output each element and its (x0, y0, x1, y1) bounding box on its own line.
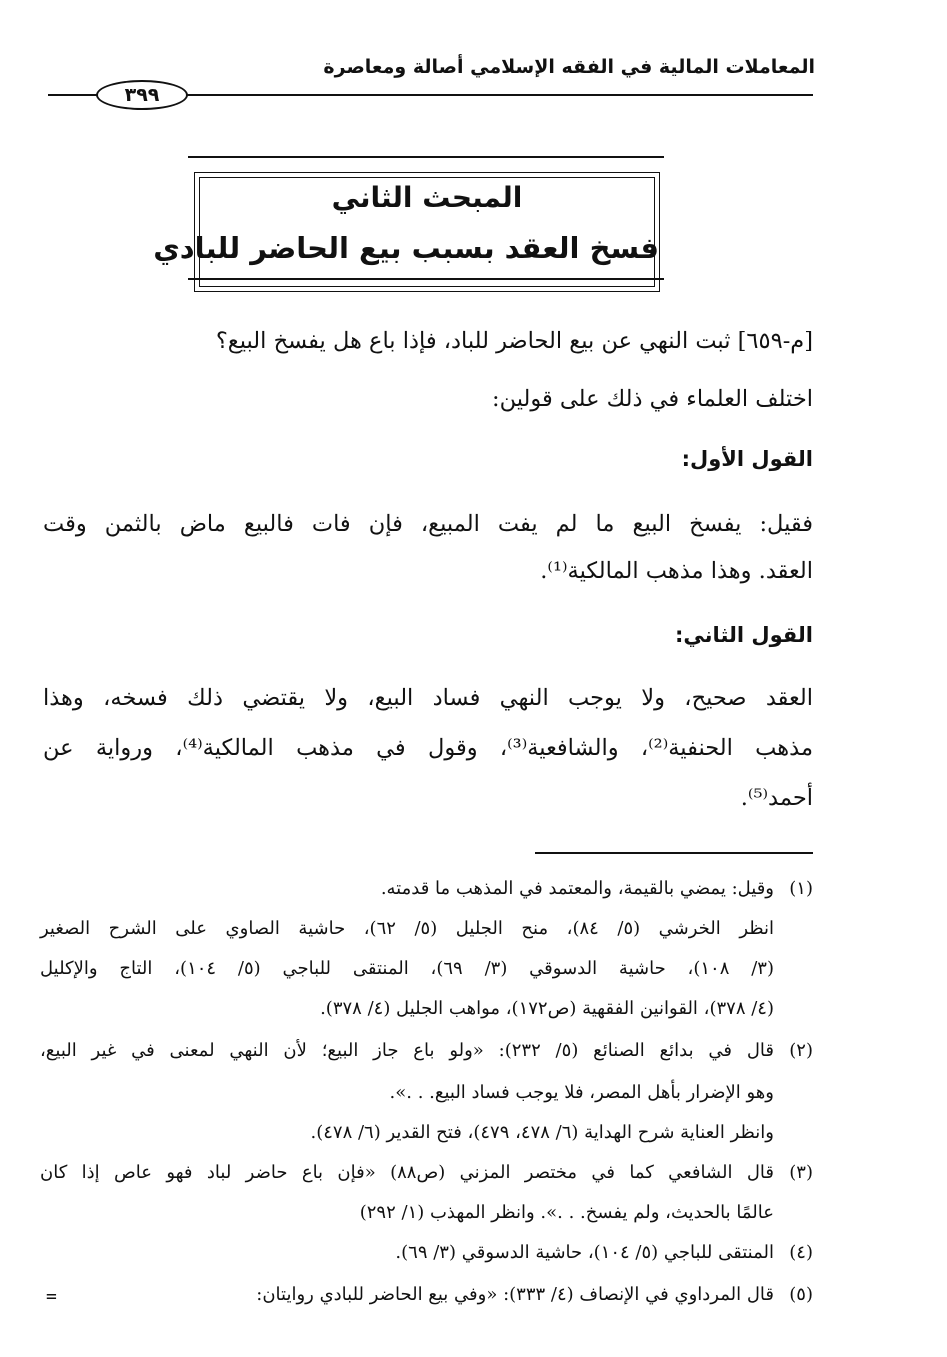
first-opinion-heading: القول الأول: (681, 447, 813, 471)
continuation-mark: = (46, 1286, 57, 1307)
footnote-number: (١) (789, 878, 813, 899)
intro-paragraph: اختلف العلماء في ذلك على قولين: (491, 386, 813, 412)
footnote-number: (٤) (789, 1242, 813, 1263)
footnote-line: قال في بدائع الصنائع (٥/ ٢٣٢): «ولو باع جاز البيع؛ لأن النهي لمعنى في غير البيع، (40, 1040, 775, 1061)
footnote-line: (٤/ ٣٧٨)، القوانين الفقهية (ص١٧٢)، مواهب الجليل (٤/ ٣٧٨). (320, 998, 774, 1019)
second-opinion-line-2: مذهب الحنفية⁽²⁾، والشافعية⁽³⁾، وقول في مذهب المالكية⁽⁴⁾، ورواية عن (43, 735, 813, 761)
footnote-line: المنتقى للباجي (٥/ ١٠٤)، حاشية الدسوقي (٣/ ٦٩). (395, 1242, 774, 1263)
second-opinion-line-3: أحمد⁽⁵⁾. (740, 785, 813, 811)
second-opinion-heading: القول الثاني: (675, 623, 813, 647)
second-opinion-line-1: العقد صحيح، ولا يوجب النهي فساد البيع، ولا يقتضي ذلك فسخه، وهذا (43, 685, 813, 711)
first-opinion-line-1: فقيل: يفسخ البيع ما لم يفت المبيع، فإن فات فالبيع ماض بالثمن وقت (43, 511, 813, 537)
footnote-line: قال الشافعي كما في مختصر المزني (ص٨٨) «فإن باع حاضر لباد فهو عاص إذا كان (40, 1162, 774, 1183)
footnote-separator (535, 852, 813, 854)
footnote-line: وانظر العناية شرح الهداية (٦/ ٤٧٨، ٤٧٩)، فتح القدير (٦/ ٤٧٨). (310, 1122, 774, 1143)
section-title: المبحث الثاني (331, 181, 523, 214)
footnote-line: (٣/ ١٠٨)، حاشية الدسوقي (٣/ ٦٩)، المنتقى للباجي (٥/ ١٠٤)، التاج والإكليل (40, 958, 774, 979)
section-subtitle: فسخ العقد بسبب بيع الحاضر للبادي (153, 231, 659, 265)
footnote-line: انظر الخرشي (٥/ ٨٤)، منح الجليل (٥/ ٦٢)، حاشية الصاوي على الشرح الصغير (40, 918, 775, 939)
footnote-number: (٢) (789, 1040, 813, 1061)
footnote-line: عالمًا بالحديث، ولم يفسخ. . .». وانظر المهذب (١/ ٢٩٢) (359, 1202, 774, 1223)
footnote-number: (٣) (789, 1162, 813, 1183)
page-number: ٣٩٩ (96, 80, 188, 110)
footnote-line: وقيل: يمضي بالقيمة، والمعتمد في المذهب ما قدمته. (380, 878, 774, 899)
running-header-title: المعاملات المالية في الفقه الإسلامي أصالة ومعاصرة (323, 56, 815, 78)
first-opinion-line-2: العقد. وهذا مذهب المالكية⁽¹⁾. (540, 558, 813, 584)
question-paragraph: [م-٦٥٩] ثبت النهي عن بيع الحاضر للباد، فإذا باع هل يفسخ البيع؟ (215, 328, 813, 354)
footnote-line: وهو الإضرار بأهل المصر، فلا يوجب فساد البيع. . .». (389, 1082, 774, 1103)
footnote-line: قال المرداوي في الإنصاف (٤/ ٣٣٣): «وفي بيع الحاضر للبادي روايتان: (256, 1284, 774, 1305)
footnote-number: (٥) (789, 1284, 813, 1305)
section-title-box (153, 172, 660, 292)
